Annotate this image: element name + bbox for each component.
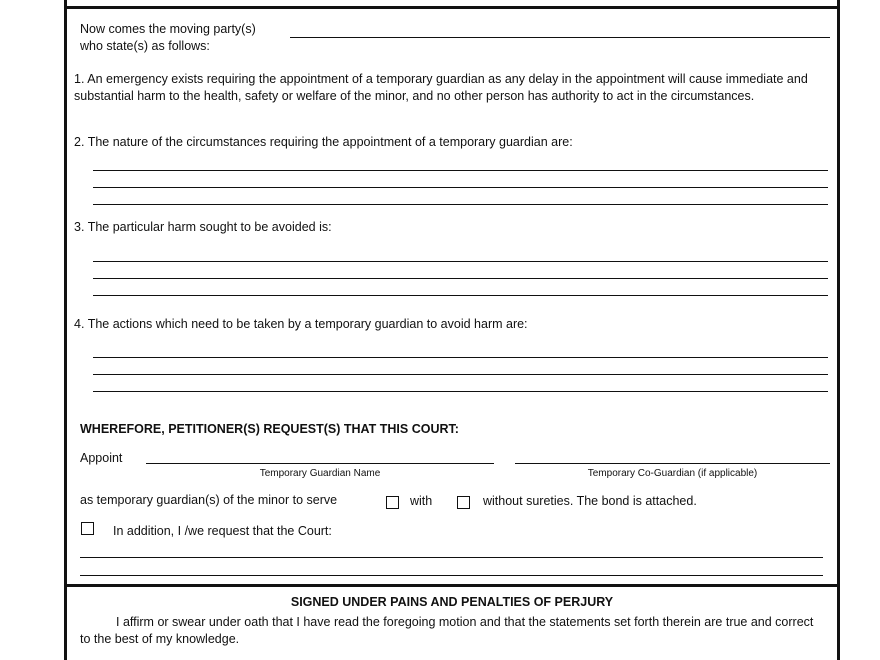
guardian-name-caption: Temporary Guardian Name <box>259 468 381 479</box>
perjury-section-divider <box>64 584 840 587</box>
item-3-answer-line-1[interactable] <box>93 261 828 262</box>
item-2-answer-line-2[interactable] <box>93 187 828 188</box>
item-2-answer-line-3[interactable] <box>93 204 828 205</box>
item-3-answer-line-3[interactable] <box>93 295 828 296</box>
perjury-heading: SIGNED UNDER PAINS AND PENALTIES OF PERJURY <box>290 595 614 609</box>
with-sureties-checkbox[interactable] <box>386 496 399 509</box>
states-as-follows-label: who state(s) as follows: <box>80 39 210 53</box>
temporary-guardian-name-field[interactable] <box>146 463 494 464</box>
without-sureties-checkbox[interactable] <box>457 496 470 509</box>
item-2-number: 2. <box>74 135 85 149</box>
additional-request-checkbox[interactable] <box>81 522 94 535</box>
item-4-answer-line-2[interactable] <box>93 374 828 375</box>
wherefore-heading: WHEREFORE, PETITIONER(S) REQUEST(S) THAT THIS COURT: <box>80 422 459 436</box>
moving-party-field[interactable] <box>290 37 830 38</box>
with-label: with <box>410 494 433 508</box>
item-2-answer-line-1[interactable] <box>93 170 828 171</box>
item-2 <box>74 135 573 149</box>
moving-party-label: Now comes the moving party(s) <box>80 22 256 36</box>
item-4-number: 4. <box>74 317 85 331</box>
item-3-text: The particular harm sought to be avoided is: <box>87 220 332 234</box>
additional-request-line-1[interactable] <box>80 557 823 558</box>
item-3-number: 3. <box>74 220 85 234</box>
perjury-statement: I affirm or swear under oath that I have read the foregoing motion and that the statements set forth therein are true and correct to the best of my knowledge. <box>80 615 814 646</box>
item-3-answer-line-2[interactable] <box>93 278 828 279</box>
item-4-answer-line-1[interactable] <box>93 357 828 358</box>
coguardian-name-caption: Temporary Co-Guardian (if applicable) <box>587 468 758 479</box>
without-sureties-label: without sureties. The bond is attached. <box>483 494 697 508</box>
item-1-text: An emergency exists requiring the appointment of a temporary guardian as any delay in the appointment will cause immediate and substantial harm to the health, safety or welfare of the minor, and no other person has authority to act in the circumstances. <box>74 72 808 103</box>
item-2-text: The nature of the circumstances requiring the appointment of a temporary guardian are: <box>87 135 573 149</box>
item-4-answer-line-3[interactable] <box>93 391 828 392</box>
item-3 <box>74 220 332 234</box>
temporary-coguardian-name-field[interactable] <box>515 463 830 464</box>
appoint-label: Appoint <box>80 451 123 465</box>
additional-request-label: In addition, I /we request that the Court: <box>113 524 332 538</box>
serve-text: as temporary guardian(s) of the minor to serve <box>80 493 338 507</box>
item-1 <box>74 71 832 105</box>
additional-request-line-2[interactable] <box>80 575 823 576</box>
item-4-text: The actions which need to be taken by a temporary guardian to avoid harm are: <box>87 317 528 331</box>
item-1-number: 1. <box>74 72 85 86</box>
item-4 <box>74 317 528 331</box>
